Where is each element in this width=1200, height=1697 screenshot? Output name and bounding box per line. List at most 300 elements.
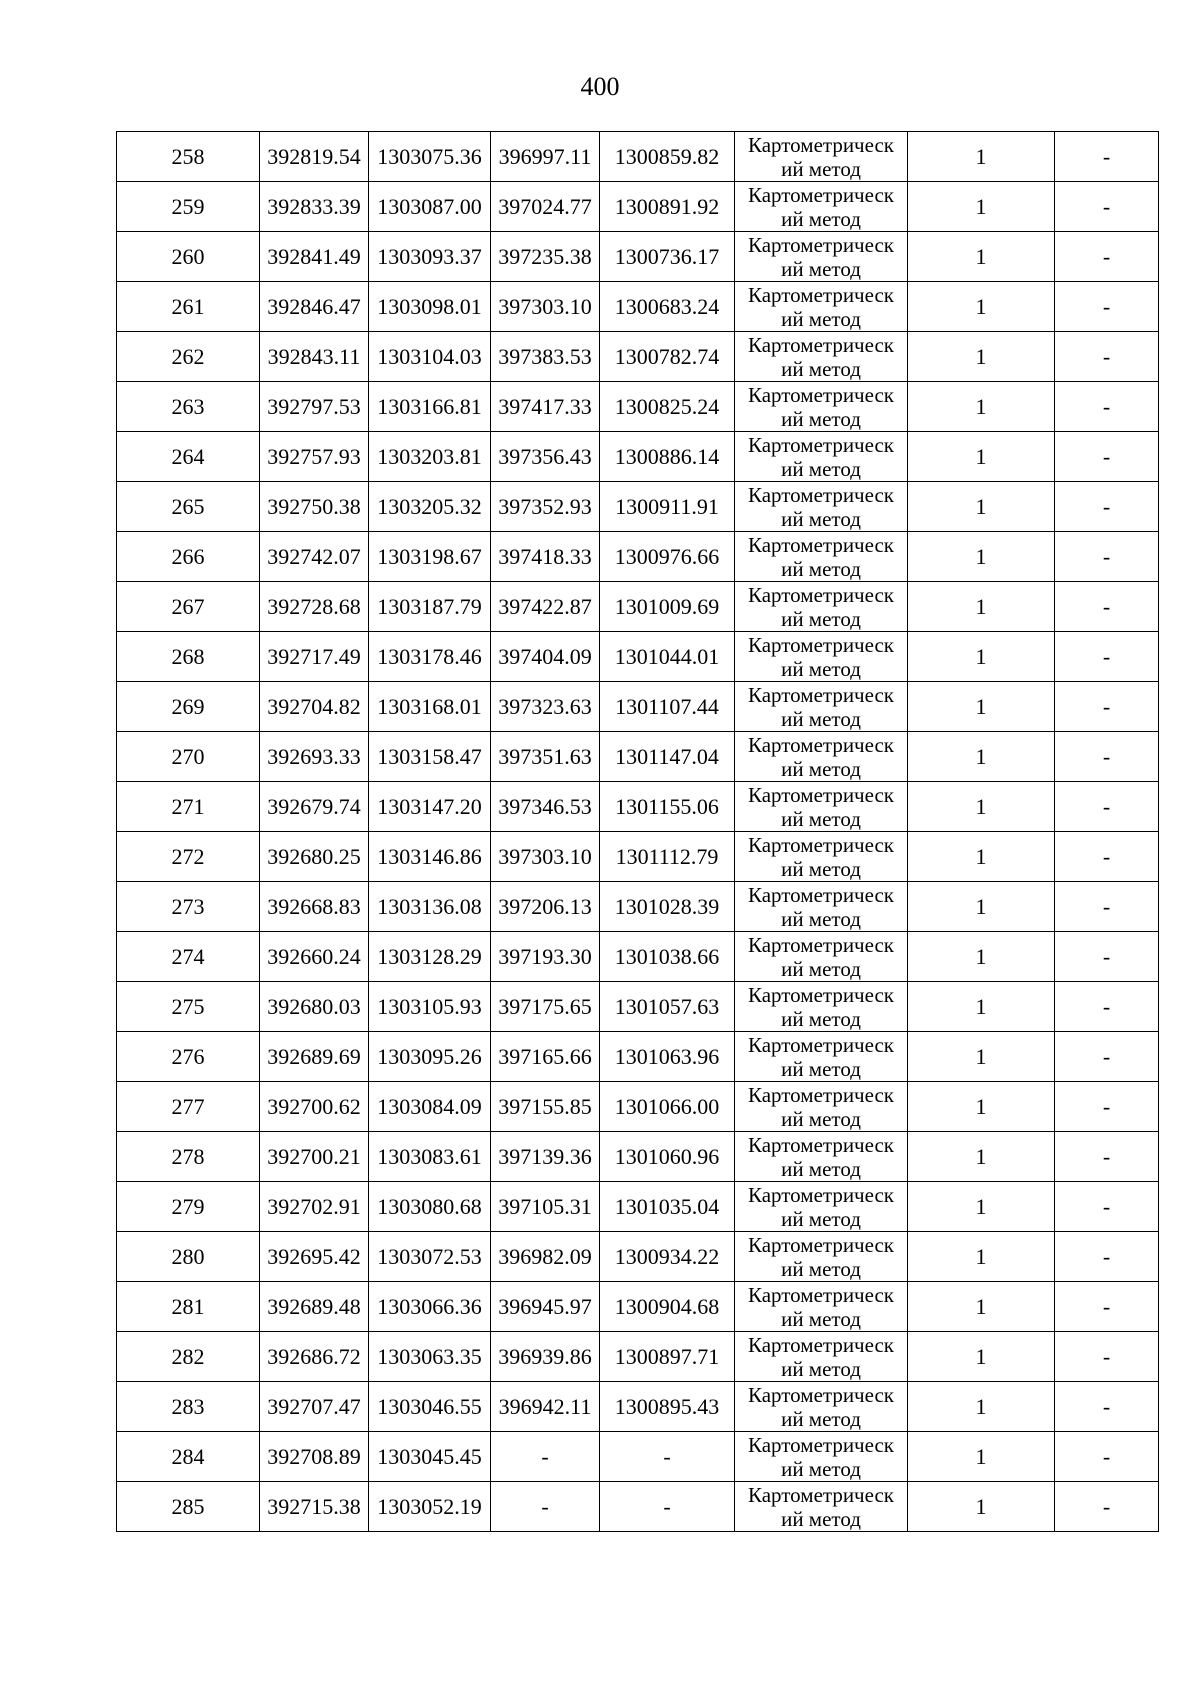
point-number-cell: 269 [117, 682, 260, 732]
method-line-1: Картометрическ [748, 182, 894, 207]
y-existing-cell: 1303147.20 [369, 782, 491, 832]
accuracy-cell: 1 [908, 432, 1055, 482]
method-cell [735, 832, 908, 882]
x-new-cell: 397303.10 [491, 832, 600, 882]
point-number-cell: 268 [117, 632, 260, 682]
method-line-2: ий метод [781, 856, 861, 881]
method-line-2: ий метод [781, 1406, 861, 1431]
x-new-cell: 397105.31 [491, 1182, 600, 1232]
x-new-cell: 396942.11 [491, 1382, 600, 1432]
x-existing-cell: 392702.91 [260, 1182, 369, 1232]
x-new-cell: 397165.66 [491, 1032, 600, 1082]
x-existing-cell: 392679.74 [260, 782, 369, 832]
method-cell [735, 1182, 908, 1232]
method-line-1: Картометрическ [748, 1382, 894, 1407]
method-line-1: Картометрическ [748, 1232, 894, 1257]
method-line-2: ий метод [781, 306, 861, 331]
point-number-cell: 282 [117, 1332, 260, 1382]
method-line-1: Картометрическ [748, 732, 894, 757]
accuracy-cell: 1 [908, 1232, 1055, 1282]
x-new-cell: 397417.33 [491, 382, 600, 432]
x-new-cell: - [491, 1482, 600, 1532]
y-new-cell: 1300736.17 [600, 232, 735, 282]
accuracy-cell: 1 [908, 782, 1055, 832]
x-new-cell: 397352.93 [491, 482, 600, 532]
method-line-1: Картометрическ [748, 132, 894, 157]
x-existing-cell: 392833.39 [260, 182, 369, 232]
x-existing-cell: 392704.82 [260, 682, 369, 732]
table-row [117, 132, 1159, 182]
point-number-cell: 275 [117, 982, 260, 1032]
y-new-cell: 1301112.79 [600, 832, 735, 882]
table-row [117, 1432, 1159, 1482]
x-new-cell: 397346.53 [491, 782, 600, 832]
point-number-cell: 278 [117, 1132, 260, 1182]
accuracy-cell: 1 [908, 1482, 1055, 1532]
table-row [117, 1232, 1159, 1282]
method-line-2: ий метод [781, 1006, 861, 1031]
y-new-cell: 1301057.63 [600, 982, 735, 1032]
table-row [117, 182, 1159, 232]
method-cell [735, 1082, 908, 1132]
x-existing-cell: 392742.07 [260, 532, 369, 582]
point-number-cell: 270 [117, 732, 260, 782]
x-existing-cell: 392715.38 [260, 1482, 369, 1532]
method-cell [735, 632, 908, 682]
method-line-1: Картометрическ [748, 1282, 894, 1307]
table-row [117, 832, 1159, 882]
method-line-1: Картометрическ [748, 282, 894, 307]
table-row [117, 782, 1159, 832]
point-number-cell: 267 [117, 582, 260, 632]
point-number-cell: 273 [117, 882, 260, 932]
y-new-cell: 1300895.43 [600, 1382, 735, 1432]
x-new-cell: 397193.30 [491, 932, 600, 982]
method-line-1: Картометрическ [748, 932, 894, 957]
accuracy-cell: 1 [908, 682, 1055, 732]
x-existing-cell: 392819.54 [260, 132, 369, 182]
y-new-cell: 1300683.24 [600, 282, 735, 332]
method-line-1: Картометрическ [748, 1432, 894, 1457]
x-new-cell: 397175.65 [491, 982, 600, 1032]
table-row [117, 932, 1159, 982]
y-new-cell: 1301038.66 [600, 932, 735, 982]
y-new-cell: 1300891.92 [600, 182, 735, 232]
note-cell: - [1055, 632, 1159, 682]
note-cell: - [1055, 1182, 1159, 1232]
x-new-cell: 397139.36 [491, 1132, 600, 1182]
y-new-cell: 1300782.74 [600, 332, 735, 382]
y-existing-cell: 1303136.08 [369, 882, 491, 932]
x-existing-cell: 392689.48 [260, 1282, 369, 1332]
method-line-1: Картометрическ [748, 332, 894, 357]
y-new-cell: 1301063.96 [600, 1032, 735, 1082]
y-existing-cell: 1303093.37 [369, 232, 491, 282]
point-number-cell: 265 [117, 482, 260, 532]
note-cell: - [1055, 1032, 1159, 1082]
point-number-cell: 281 [117, 1282, 260, 1332]
point-number-cell: 280 [117, 1232, 260, 1282]
x-existing-cell: 392717.49 [260, 632, 369, 682]
y-new-cell: 1301107.44 [600, 682, 735, 732]
method-line-2: ий метод [781, 156, 861, 181]
method-line-2: ий метод [781, 1506, 861, 1531]
point-number-cell: 271 [117, 782, 260, 832]
y-new-cell: 1300904.68 [600, 1282, 735, 1332]
x-new-cell: 396945.97 [491, 1282, 600, 1332]
method-cell [735, 1282, 908, 1332]
method-line-1: Картометрическ [748, 1182, 894, 1207]
note-cell: - [1055, 582, 1159, 632]
method-line-1: Картометрическ [748, 382, 894, 407]
accuracy-cell: 1 [908, 1382, 1055, 1432]
x-existing-cell: 392686.72 [260, 1332, 369, 1382]
method-line-1: Картометрическ [748, 882, 894, 907]
method-line-1: Картометрическ [748, 582, 894, 607]
x-new-cell: 397155.85 [491, 1082, 600, 1132]
method-line-2: ий метод [781, 556, 861, 581]
y-new-cell: 1300934.22 [600, 1232, 735, 1282]
accuracy-cell: 1 [908, 582, 1055, 632]
y-new-cell: 1301060.96 [600, 1132, 735, 1182]
x-existing-cell: 392797.53 [260, 382, 369, 432]
method-line-1: Картометрическ [748, 1332, 894, 1357]
accuracy-cell: 1 [908, 1282, 1055, 1332]
note-cell: - [1055, 1232, 1159, 1282]
table-row [117, 632, 1159, 682]
method-line-1: Картометрическ [748, 232, 894, 257]
table-row [117, 282, 1159, 332]
method-line-2: ий метод [781, 206, 861, 231]
accuracy-cell: 1 [908, 1032, 1055, 1082]
accuracy-cell: 1 [908, 1082, 1055, 1132]
method-line-1: Картометрическ [748, 482, 894, 507]
note-cell: - [1055, 132, 1159, 182]
note-cell: - [1055, 682, 1159, 732]
method-line-2: ий метод [781, 756, 861, 781]
point-number-cell: 260 [117, 232, 260, 282]
point-number-cell: 272 [117, 832, 260, 882]
accuracy-cell: 1 [908, 132, 1055, 182]
table-row [117, 582, 1159, 632]
y-existing-cell: 1303087.00 [369, 182, 491, 232]
method-cell [735, 732, 908, 782]
y-existing-cell: 1303166.81 [369, 382, 491, 432]
y-existing-cell: 1303205.32 [369, 482, 491, 532]
table-row [117, 1182, 1159, 1232]
method-cell [735, 1432, 908, 1482]
point-number-cell: 274 [117, 932, 260, 982]
y-new-cell: 1300911.91 [600, 482, 735, 532]
y-existing-cell: 1303105.93 [369, 982, 491, 1032]
method-cell [735, 1332, 908, 1382]
accuracy-cell: 1 [908, 1132, 1055, 1182]
x-existing-cell: 392680.25 [260, 832, 369, 882]
y-new-cell: 1300886.14 [600, 432, 735, 482]
table-row [117, 682, 1159, 732]
note-cell: - [1055, 782, 1159, 832]
y-new-cell: 1301147.04 [600, 732, 735, 782]
method-cell [735, 1032, 908, 1082]
y-existing-cell: 1303083.61 [369, 1132, 491, 1182]
accuracy-cell: 1 [908, 932, 1055, 982]
note-cell: - [1055, 382, 1159, 432]
point-number-cell: 279 [117, 1182, 260, 1232]
method-line-2: ий метод [781, 256, 861, 281]
method-line-1: Картометрическ [748, 1032, 894, 1057]
method-cell [735, 782, 908, 832]
y-existing-cell: 1303104.03 [369, 332, 491, 382]
x-new-cell: 397323.63 [491, 682, 600, 732]
method-line-1: Картометрическ [748, 832, 894, 857]
point-number-cell: 266 [117, 532, 260, 582]
x-new-cell: 397383.53 [491, 332, 600, 382]
x-new-cell: 397418.33 [491, 532, 600, 582]
x-new-cell: 396939.86 [491, 1332, 600, 1382]
y-existing-cell: 1303080.68 [369, 1182, 491, 1232]
table-row [117, 1282, 1159, 1332]
method-line-2: ий метод [781, 1306, 861, 1331]
table-row [117, 232, 1159, 282]
y-existing-cell: 1303128.29 [369, 932, 491, 982]
method-line-2: ий метод [781, 1156, 861, 1181]
point-number-cell: 285 [117, 1482, 260, 1532]
method-line-2: ий метод [781, 1056, 861, 1081]
method-cell [735, 1382, 908, 1432]
y-existing-cell: 1303158.47 [369, 732, 491, 782]
method-line-2: ий метод [781, 956, 861, 981]
table-row [117, 382, 1159, 432]
method-line-1: Картометрическ [748, 1082, 894, 1107]
note-cell: - [1055, 1082, 1159, 1132]
y-existing-cell: 1303075.36 [369, 132, 491, 182]
accuracy-cell: 1 [908, 882, 1055, 932]
point-number-cell: 262 [117, 332, 260, 382]
method-line-2: ий метод [781, 406, 861, 431]
point-number-cell: 277 [117, 1082, 260, 1132]
accuracy-cell: 1 [908, 982, 1055, 1032]
table-row [117, 482, 1159, 532]
x-new-cell: 397024.77 [491, 182, 600, 232]
y-new-cell: 1301066.00 [600, 1082, 735, 1132]
table-row [117, 1482, 1159, 1532]
y-new-cell: 1301009.69 [600, 582, 735, 632]
method-cell [735, 1482, 908, 1532]
x-existing-cell: 392695.42 [260, 1232, 369, 1282]
note-cell: - [1055, 832, 1159, 882]
point-number-cell: 261 [117, 282, 260, 332]
method-cell [735, 382, 908, 432]
y-existing-cell: 1303095.26 [369, 1032, 491, 1082]
accuracy-cell: 1 [908, 732, 1055, 782]
method-cell [735, 432, 908, 482]
accuracy-cell: 1 [908, 1332, 1055, 1382]
note-cell: - [1055, 932, 1159, 982]
note-cell: - [1055, 732, 1159, 782]
method-line-2: ий метод [781, 1256, 861, 1281]
y-existing-cell: 1303198.67 [369, 532, 491, 582]
point-number-cell: 283 [117, 1382, 260, 1432]
y-new-cell: 1301035.04 [600, 1182, 735, 1232]
method-line-1: Картометрическ [748, 632, 894, 657]
y-new-cell: 1301044.01 [600, 632, 735, 682]
accuracy-cell: 1 [908, 482, 1055, 532]
method-line-1: Картометрическ [748, 1132, 894, 1157]
method-line-1: Картометрическ [748, 432, 894, 457]
y-existing-cell: 1303084.09 [369, 1082, 491, 1132]
table-row [117, 532, 1159, 582]
y-existing-cell: 1303146.86 [369, 832, 491, 882]
method-line-2: ий метод [781, 706, 861, 731]
method-line-2: ий метод [781, 606, 861, 631]
accuracy-cell: 1 [908, 282, 1055, 332]
x-new-cell: 397206.13 [491, 882, 600, 932]
point-number-cell: 276 [117, 1032, 260, 1082]
point-number-cell: 263 [117, 382, 260, 432]
coordinates-table [116, 131, 1159, 1532]
x-existing-cell: 392707.47 [260, 1382, 369, 1432]
y-existing-cell: 1303052.19 [369, 1482, 491, 1532]
table-row [117, 332, 1159, 382]
note-cell: - [1055, 1132, 1159, 1182]
y-existing-cell: 1303063.35 [369, 1332, 491, 1382]
y-new-cell: 1301155.06 [600, 782, 735, 832]
accuracy-cell: 1 [908, 382, 1055, 432]
point-number-cell: 258 [117, 132, 260, 182]
method-line-1: Картометрическ [748, 682, 894, 707]
note-cell: - [1055, 432, 1159, 482]
x-existing-cell: 392843.11 [260, 332, 369, 382]
accuracy-cell: 1 [908, 182, 1055, 232]
note-cell: - [1055, 182, 1159, 232]
method-line-1: Картометрическ [748, 782, 894, 807]
x-new-cell: 397404.09 [491, 632, 600, 682]
table-row [117, 1382, 1159, 1432]
y-existing-cell: 1303098.01 [369, 282, 491, 332]
method-line-2: ий метод [781, 1356, 861, 1381]
method-cell [735, 232, 908, 282]
note-cell: - [1055, 482, 1159, 532]
x-new-cell: 397422.87 [491, 582, 600, 632]
method-cell [735, 1232, 908, 1282]
method-line-1: Картометрическ [748, 982, 894, 1007]
method-line-2: ий метод [781, 1106, 861, 1131]
accuracy-cell: 1 [908, 232, 1055, 282]
note-cell: - [1055, 1432, 1159, 1482]
x-new-cell: 397303.10 [491, 282, 600, 332]
y-new-cell: - [600, 1432, 735, 1482]
y-new-cell: 1300859.82 [600, 132, 735, 182]
table-row [117, 882, 1159, 932]
note-cell: - [1055, 1382, 1159, 1432]
method-line-1: Картометрическ [748, 1482, 894, 1507]
method-cell [735, 332, 908, 382]
note-cell: - [1055, 1332, 1159, 1382]
method-line-2: ий метод [781, 806, 861, 831]
x-existing-cell: 392757.93 [260, 432, 369, 482]
page-number: 400 [580, 72, 620, 101]
table-row [117, 982, 1159, 1032]
method-cell [735, 182, 908, 232]
note-cell: - [1055, 1482, 1159, 1532]
accuracy-cell: 1 [908, 532, 1055, 582]
y-new-cell: - [600, 1482, 735, 1532]
table-row [117, 1132, 1159, 1182]
table-row [117, 1032, 1159, 1082]
method-cell [735, 932, 908, 982]
method-cell [735, 482, 908, 532]
x-new-cell: 396982.09 [491, 1232, 600, 1282]
x-existing-cell: 392750.38 [260, 482, 369, 532]
x-existing-cell: 392728.68 [260, 582, 369, 632]
method-line-2: ий метод [781, 1456, 861, 1481]
method-line-2: ий метод [781, 456, 861, 481]
method-cell [735, 982, 908, 1032]
method-line-2: ий метод [781, 506, 861, 531]
note-cell: - [1055, 882, 1159, 932]
table-row [117, 1332, 1159, 1382]
x-new-cell: 396997.11 [491, 132, 600, 182]
note-cell: - [1055, 332, 1159, 382]
x-existing-cell: 392660.24 [260, 932, 369, 982]
method-cell [735, 682, 908, 732]
method-cell [735, 132, 908, 182]
x-existing-cell: 392841.49 [260, 232, 369, 282]
y-existing-cell: 1303066.36 [369, 1282, 491, 1332]
note-cell: - [1055, 282, 1159, 332]
y-new-cell: 1300897.71 [600, 1332, 735, 1382]
x-new-cell: 397235.38 [491, 232, 600, 282]
method-cell [735, 532, 908, 582]
method-line-2: ий метод [781, 356, 861, 381]
method-cell [735, 282, 908, 332]
y-existing-cell: 1303072.53 [369, 1232, 491, 1282]
accuracy-cell: 1 [908, 1182, 1055, 1232]
y-new-cell: 1300976.66 [600, 532, 735, 582]
x-new-cell: 397351.63 [491, 732, 600, 782]
method-cell [735, 1132, 908, 1182]
method-line-1: Картометрическ [748, 532, 894, 557]
x-existing-cell: 392689.69 [260, 1032, 369, 1082]
x-existing-cell: 392668.83 [260, 882, 369, 932]
table-row [117, 1082, 1159, 1132]
x-existing-cell: 392700.21 [260, 1132, 369, 1182]
accuracy-cell: 1 [908, 332, 1055, 382]
x-existing-cell: 392680.03 [260, 982, 369, 1032]
y-existing-cell: 1303046.55 [369, 1382, 491, 1432]
note-cell: - [1055, 982, 1159, 1032]
y-existing-cell: 1303187.79 [369, 582, 491, 632]
x-existing-cell: 392846.47 [260, 282, 369, 332]
x-new-cell: 397356.43 [491, 432, 600, 482]
y-existing-cell: 1303168.01 [369, 682, 491, 732]
point-number-cell: 284 [117, 1432, 260, 1482]
method-cell [735, 882, 908, 932]
accuracy-cell: 1 [908, 1432, 1055, 1482]
point-number-cell: 259 [117, 182, 260, 232]
table-row [117, 432, 1159, 482]
y-existing-cell: 1303203.81 [369, 432, 491, 482]
x-new-cell: - [491, 1432, 600, 1482]
accuracy-cell: 1 [908, 832, 1055, 882]
y-existing-cell: 1303045.45 [369, 1432, 491, 1482]
y-new-cell: 1300825.24 [600, 382, 735, 432]
x-existing-cell: 392700.62 [260, 1082, 369, 1132]
method-line-2: ий метод [781, 1206, 861, 1231]
method-cell [735, 582, 908, 632]
point-number-cell: 264 [117, 432, 260, 482]
note-cell: - [1055, 232, 1159, 282]
